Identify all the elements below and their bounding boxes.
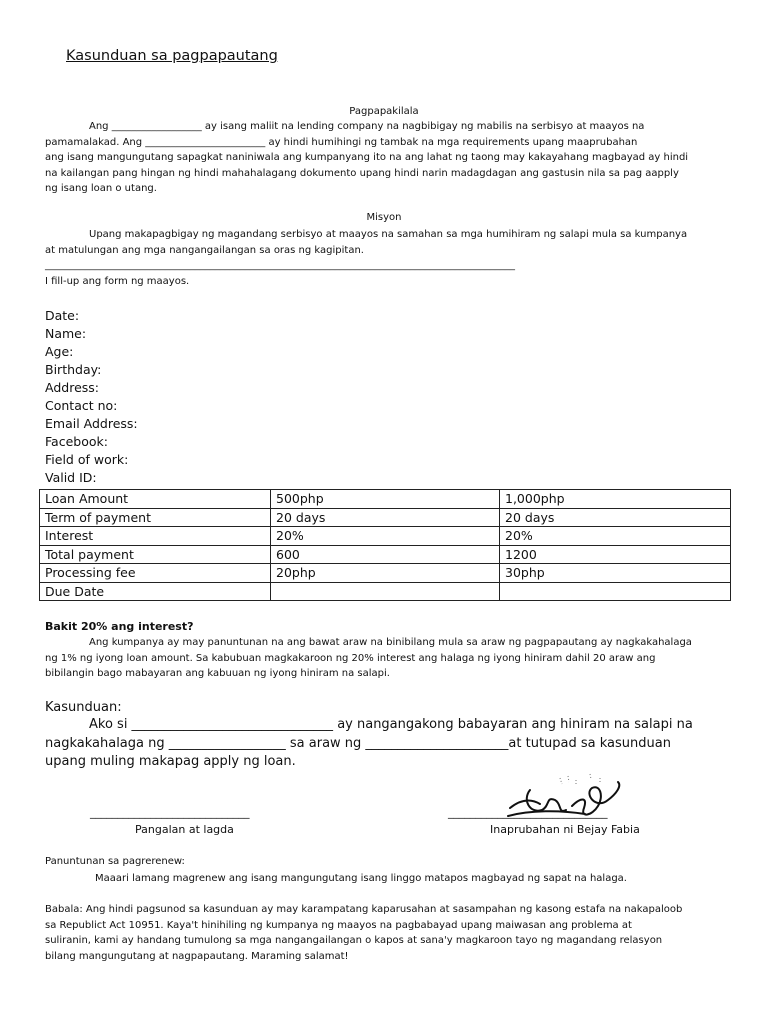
agreement-heading: Kasunduan: — [45, 700, 122, 715]
form-fields — [45, 307, 138, 487]
field-age[interactable]: Age: — [45, 344, 74, 359]
table-cell: Interest — [40, 527, 271, 546]
table-row — [40, 527, 731, 546]
table-cell: Term of payment — [40, 508, 271, 527]
signature-label-left: Pangalan at lagda — [135, 823, 234, 836]
table-row — [40, 490, 731, 509]
signature-image — [500, 770, 640, 830]
table-cell: 500php — [271, 490, 500, 509]
table-row — [40, 508, 731, 527]
separator-line: ______________________________________________________________________________________________ — [45, 260, 515, 271]
warning-line: Babala: Ang hindi pagsunod sa kasunduan ay may karampatang kaparusahan at sasampahan ng kasong estafa na nakapaloob — [45, 904, 683, 915]
signature-line-right[interactable]: _____________________________ — [448, 806, 608, 819]
table-cell: 20% — [500, 527, 731, 546]
why-line: ng 1% ng iyong loan amount. Sa kabubuan magkakaroon ng 20% interest ang halaga ng iyong hiniram dahil 20 araw ang — [45, 652, 656, 664]
table-cell: 1,000php — [500, 490, 731, 509]
table-cell: Total payment — [40, 545, 271, 564]
agreement-line: upang muling makapag apply ng loan. — [45, 754, 296, 769]
intro-line: pamamalakad. Ang ________________________ ay hindi humihingi ng tambak na mga requirements upang maaprubahan — [45, 136, 638, 148]
mission-line: at matulungan ang mga nangangailangan sa oras ng kagipitan. — [45, 244, 364, 256]
renew-heading: Panuntunan sa pagrerenew: — [45, 856, 185, 867]
why-line: bibilangin bago mabayaran ang kabuuan ng iyong hiniram na salapi. — [45, 668, 390, 679]
table-cell: 30php — [500, 564, 731, 583]
mission-paragraph — [45, 227, 687, 289]
agreement-line: Ako si _______________________________ ay nangangakong babayaran ang hiniram na salapi na — [89, 717, 693, 732]
warning-paragraph — [45, 902, 682, 964]
table-row — [40, 564, 731, 583]
renew-text: Maaari lamang magrenew ang isang mangungutang isang linggo matapos magbayad ng sapat na halaga. — [95, 873, 627, 884]
field-field-of-work[interactable]: Field of work: — [45, 452, 129, 467]
signature-label-right: Inaprubahan ni Bejay Fabia — [490, 823, 640, 836]
why-line: Ang kumpanya ay may panuntunan na ang bawat araw na binibilang mula sa araw ng pagpapautang ay nagkakahalaga — [89, 637, 692, 648]
table-cell: Loan Amount — [40, 490, 271, 509]
field-valid-id[interactable]: Valid ID: — [45, 470, 97, 485]
table-cell: 20 days — [271, 508, 500, 527]
table-row — [40, 545, 731, 564]
intro-line: Ang __________________ ay isang maliit na lending company na nagbibigay ng mabilis na serbisyo at maayos na — [89, 121, 645, 132]
table-cell: 600 — [271, 545, 500, 564]
field-date[interactable]: Date: — [45, 308, 80, 323]
field-name[interactable]: Name: — [45, 326, 87, 341]
table-cell: 1200 — [500, 545, 731, 564]
document-title: Kasunduan sa pagpapautang — [66, 48, 278, 64]
table-cell[interactable] — [500, 582, 731, 601]
signature-line-left[interactable]: _____________________________ — [90, 806, 250, 819]
field-email-address[interactable]: Email Address: — [45, 416, 138, 431]
why-paragraph — [45, 635, 692, 682]
table-cell: Due Date — [40, 582, 271, 601]
intro-heading: Pagpapakilala — [349, 106, 419, 117]
table-cell: 20 days — [500, 508, 731, 527]
table-row — [40, 582, 731, 601]
intro-line: ang isang mangungutang sapagkat naniniwala ang kumpanyang ito na ang lahat ng taong may kakayahang magbayad ay hindi — [45, 152, 689, 163]
mission-line: Upang makapagbigay ng magandang serbisyo at maayos na samahan sa mga humihiram ng salapi mula sa kumpanya — [89, 229, 688, 240]
loan-table — [39, 489, 731, 601]
warning-line: suliranin, kami ay handang tumulong sa mga nangangailangan o kapos at sana'y magkaroon tayo ng magandang relasyon — [45, 935, 663, 946]
instruction-text: I fill-up ang form ng maayos. — [45, 275, 190, 287]
agreement-line: nagkakahalaga ng __________________ sa araw ng ______________________at tutupad sa kasunduan — [45, 735, 671, 751]
table-cell[interactable] — [271, 582, 500, 601]
agreement-paragraph — [45, 716, 693, 772]
mission-heading: Misyon — [366, 212, 402, 223]
intro-line: ng isang loan o utang. — [45, 183, 157, 194]
intro-line: na kailangan pang hingan ng hindi mahahalagang dokumento upang hindi narin madagdagan ang gastusin nila sa pag aapply — [45, 167, 679, 179]
field-address[interactable]: Address: — [45, 380, 99, 395]
table-cell: Processing fee — [40, 564, 271, 583]
field-birthday[interactable]: Birthday: — [45, 362, 102, 377]
intro-paragraph — [45, 119, 688, 197]
field-contact-no[interactable]: Contact no: — [45, 398, 118, 413]
table-cell: 20php — [271, 564, 500, 583]
why-heading: Bakit 20% ang interest? — [45, 620, 194, 633]
warning-line: sa Republict Act 10951. Kaya't hinihiling ng kumpanya ng maayos na pagbabayad upang maiwasan ang problema at — [45, 919, 632, 931]
table-cell: 20% — [271, 527, 500, 546]
warning-line: bilang mangungutang at nagpapautang. Maraming salamat! — [45, 950, 349, 962]
field-facebook[interactable]: Facebook: — [45, 434, 108, 449]
